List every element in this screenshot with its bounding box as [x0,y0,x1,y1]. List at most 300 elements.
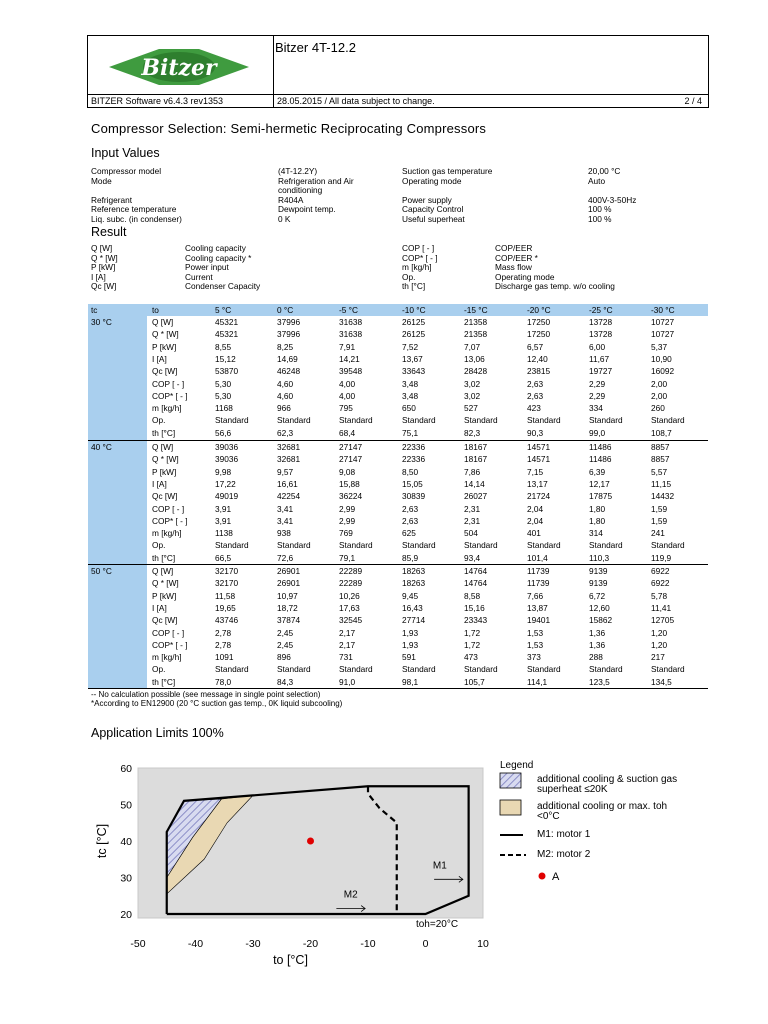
result-left-symbols [91,244,118,292]
x-tick-label: -30 [245,938,261,950]
header-divider-horizontal [88,94,708,95]
to-column-header: -15 °C [464,305,488,315]
block-separator [88,440,708,441]
row-label: th [°C] [152,427,176,438]
table-cell: 11486 [589,454,612,465]
table-cell: 401 [527,528,541,539]
table-cell: 26125 [402,329,426,340]
date-note: 28.05.2015 / All data subject to change. [277,96,435,106]
table-cell: 527 [464,403,478,414]
table-cell: 2,63 [527,378,544,389]
to-column-header: -30 °C [651,305,675,315]
table-cell: 13,67 [402,353,423,364]
x-tick-label: -10 [360,938,376,950]
table-cell: 14764 [464,566,488,576]
block-separator [88,564,708,565]
table-cell: 13,87 [527,602,548,613]
table-cell: 938 [277,528,291,539]
table-cell: 8,55 [215,341,232,352]
table-cell: 14571 [527,442,551,452]
header-box [87,35,709,108]
table-cell: Standard [215,664,249,675]
legend-item-tan-2: <0°C [537,811,560,822]
table-cell: 22336 [402,454,426,465]
table-cell: 3,41 [277,503,294,514]
table-cell: 1,59 [651,503,668,514]
table-cell: 93,4 [464,552,481,563]
table-cell: 79,1 [339,552,356,563]
table-cell: 12,60 [589,602,610,613]
row-label: Qc [W] [152,491,178,502]
row-label: Op. [152,415,166,426]
table-cell: Standard [589,540,623,551]
table-cell: 7,86 [464,466,481,477]
table-cell: 75,1 [402,427,419,438]
table-cell: Standard [277,664,311,675]
table-cell: 84,3 [277,676,294,687]
input-value: Dewpoint temp. [278,204,336,214]
input-label: Power supply [402,194,452,205]
row-label: COP [ - ] [152,627,185,638]
table-cell: 31638 [339,329,363,340]
table-cell: 2,63 [402,515,419,526]
table-cell: 14571 [527,454,551,465]
table-cell: 2,00 [651,378,668,389]
table-cell: 2,45 [277,639,294,650]
note-no-calculation: -- No calculation possible (see message in single point selection) [91,690,321,699]
table-cell: 13728 [589,317,613,327]
x-tick-label: -40 [187,938,204,950]
row-label: Q * [W] [152,454,179,465]
table-cell: 105,7 [464,676,485,687]
table-cell: 5,37 [651,341,668,352]
header-divider-vertical [273,36,274,107]
table-cell: 3,91 [215,515,232,526]
table-cell: Standard [589,415,623,426]
table-cell: 13,17 [527,478,548,489]
legend-item-hatch: additional cooling & suction gas [537,774,678,785]
table-cell: 9,98 [215,466,232,477]
table-cell: 334 [589,403,603,414]
table-cell: 2,17 [339,627,356,638]
table-cell: 18,72 [277,602,298,613]
table-cell: 15,05 [402,478,423,489]
table-cell: 4,60 [277,390,294,401]
table-cell: 23343 [464,615,488,626]
table-cell: Standard [215,415,249,426]
table-cell: Standard [339,664,373,675]
input-value: (4T-12.2Y) [278,166,318,176]
table-cell: 1,93 [402,639,419,650]
table-cell: 26027 [464,491,488,502]
table-cell: 288 [589,652,603,663]
table-cell: 49019 [215,491,239,502]
table-header-row [88,304,708,316]
table-cell: 99,0 [589,427,606,438]
table-cell: 2,04 [527,503,544,514]
table-cell: 14432 [651,491,675,502]
table-cell: Standard [651,540,685,551]
table-cell: 22289 [339,578,363,589]
table-cell: 1091 [215,652,234,663]
table-cell: 39036 [215,454,239,465]
table-cell: 12,40 [527,353,548,364]
table-cell: 11,58 [215,590,236,601]
table-cell: 90,3 [527,427,544,438]
result-description: COP/EER * [495,252,538,263]
table-cell: 2,45 [277,627,294,638]
y-axis-label: tc [°C] [95,823,109,859]
table-cell: 72,6 [277,552,294,563]
input-label: Refrigerant [91,194,133,205]
table-cell: 11739 [527,578,550,589]
table-cell: 591 [402,652,416,663]
table-cell: 27147 [339,442,363,452]
table-cell: 32681 [277,454,301,465]
table-cell: Standard [339,415,373,426]
y-tick-label: 30 [120,872,132,885]
result-right-descriptions [495,244,615,292]
result-description: Operating mode [495,271,555,282]
result-right-symbols [402,244,438,292]
result-symbol: Q [W] [91,243,113,253]
table-cell: 17250 [527,329,551,340]
table-cell: 27147 [339,454,363,465]
document-title: Bitzer 4T-12.2 [275,40,356,55]
row-label: Q [W] [152,566,174,576]
table-cell: 26125 [402,317,426,327]
chart-plot [95,760,677,967]
table-cell: 11,67 [589,353,610,364]
table-cell: 27714 [402,615,426,626]
table-cell: 5,30 [215,390,232,401]
table-cell: 2,00 [651,390,668,401]
table-cell: 19727 [589,366,613,377]
input-value: Auto [588,175,606,186]
table-cell: 10727 [651,317,675,327]
table-cell: 6,39 [589,466,606,477]
table-cell: 11739 [527,566,550,576]
table-cell: 22336 [402,442,426,452]
table-cell: 22289 [339,566,363,576]
table-cell: 18167 [464,442,488,452]
input-label: Reference temperature [91,204,177,214]
table-cell: Standard [339,540,373,551]
table-cell: 45321 [215,329,239,340]
table-cell: 3,48 [402,390,419,401]
table-cell: 11,41 [651,602,672,613]
table-cell: Standard [527,415,561,426]
table-cell: 32681 [277,442,301,452]
input-label: Liq. subc. (in condenser) [91,213,182,224]
table-cell: Standard [527,664,561,675]
input-values-right-values [588,167,636,224]
table-cell: 2,29 [589,390,606,401]
table-cell: 98,1 [402,676,419,687]
tc-value: 30 °C [91,317,112,327]
note-en12900: *According to EN12900 (20 °C suction gas temp., 0K liquid subcooling) [91,699,343,708]
table-cell: 2,04 [527,515,544,526]
table-cell: 241 [651,528,665,539]
table-cell: 14,69 [277,353,298,364]
table-cell: 16092 [651,366,675,377]
row-label: I [A] [152,353,167,364]
table-cell: 7,66 [527,590,544,601]
table-cell: 2,63 [402,503,419,514]
input-value: 400V-3-50Hz [588,194,637,205]
legend-swatch-tan [500,800,521,815]
table-cell: 625 [402,528,416,539]
x-tick-label: 0 [422,938,429,950]
table-cell: 32170 [215,578,239,589]
table-cell: 2,29 [589,378,606,389]
table-cell: 650 [402,403,416,414]
input-label: Mode [91,175,112,186]
table-cell: Standard [402,664,436,675]
table-cell: Standard [527,540,561,551]
result-left-descriptions [185,244,260,292]
table-cell: 10,26 [339,590,360,601]
table-cell: 1,72 [464,639,481,650]
row-label: th [°C] [152,552,176,563]
table-cell: 8,25 [277,341,294,352]
to-column-header: -20 °C [527,305,551,315]
m1-label: M1 [432,860,447,872]
row-label: Qc [W] [152,366,178,377]
result-description: Cooling capacity * [185,252,252,263]
to-column-header: -5 °C [339,305,358,315]
result-symbol: Op. [402,271,416,282]
table-cell: 16,43 [402,602,423,613]
row-label: P [kW] [152,341,177,352]
row-label: Q [W] [152,317,174,327]
table-cell: 26901 [277,566,301,576]
table-cell: 32545 [339,615,363,626]
input-label: Operating mode [402,175,462,186]
to-column-header: -25 °C [589,305,613,315]
table-cell: 1,20 [651,627,668,638]
table-cell: 19,65 [215,602,236,613]
table-cell: 2,78 [215,627,232,638]
table-cell: 7,15 [527,466,544,477]
table-cell: 134,5 [651,676,672,687]
row-label: P [kW] [152,466,177,477]
table-cell: 9,57 [277,466,294,477]
to-header: to [152,305,159,315]
table-cell: 1,80 [589,515,606,526]
input-values-left [91,167,182,224]
table-cell: 12705 [651,615,675,626]
toh-label: toh=20°C [415,918,459,930]
bitzer-logo [109,46,249,88]
table-cell: 62,3 [277,427,294,438]
table-cell: 36224 [339,491,363,502]
table-cell: 10,97 [277,590,298,601]
application-limits-chart [88,746,714,980]
table-cell: 2,31 [464,503,481,514]
table-cell: 3,48 [402,378,419,389]
table-cell: 108,7 [651,427,672,438]
result-description: COP/EER [495,243,533,253]
x-tick-label: 10 [477,938,489,950]
table-cell: Standard [651,664,685,675]
operating-point-a [307,838,314,845]
table-cell: 1,59 [651,515,668,526]
legend-item-hatch-2: superheat ≤20K [537,784,608,795]
to-column-header: -10 °C [402,305,426,315]
result-symbol: COP [ - ] [402,243,435,253]
input-value: 100 % [588,213,612,224]
result-description: Mass flow [495,262,532,272]
table-cell: 31638 [339,317,363,327]
table-cell: Standard [464,664,498,675]
y-tick-label: 60 [120,763,132,775]
table-cell: 2,63 [527,390,544,401]
table-cell: 3,02 [464,378,481,389]
input-label: Capacity Control [402,204,464,214]
table-cell: 8857 [651,442,670,452]
table-cell: 53870 [215,366,239,377]
result-description: Condenser Capacity [185,281,261,291]
table-cell: 2,31 [464,515,481,526]
input-values-title: Input Values [91,146,160,160]
table-cell: 3,91 [215,503,232,514]
table-cell: 45321 [215,317,239,327]
x-tick-label: -20 [302,938,319,950]
table-cell: 1,36 [589,639,606,650]
input-values-right [402,167,492,224]
table-cell: 8,50 [402,466,419,477]
table-cell: 1138 [215,528,233,539]
result-symbol: Q * [W] [91,252,118,263]
row-label: Q * [W] [152,578,179,589]
table-cell: 23815 [527,366,551,377]
table-cell: 78,0 [215,676,232,687]
table-cell: 8857 [651,454,670,465]
table-cell: 6922 [651,578,670,589]
table-cell: 3,02 [464,390,481,401]
row-label: m [kg/h] [152,652,182,663]
table-cell: 9139 [589,566,608,576]
table-cell: 114,1 [527,676,548,687]
m2-label: M2 [343,889,358,901]
table-cell: 1,53 [527,639,544,650]
table-cell: 1,53 [527,627,544,638]
input-value: 20,00 °C [588,166,621,176]
result-description: Cooling capacity [185,243,246,253]
table-cell: 769 [339,528,353,539]
y-tick-label: 20 [120,909,132,921]
table-cell: 32170 [215,566,239,576]
legend-item-tan: additional cooling or max. toh [537,801,668,812]
row-label: COP* [ - ] [152,515,188,526]
application-limits-title: Application Limits 100% [91,726,224,740]
table-cell: 37996 [277,329,301,340]
page-number: 2 / 4 [684,96,702,106]
table-cell: 12,17 [589,478,610,489]
table-cell: 7,52 [402,341,419,352]
table-cell: 9,08 [339,466,356,477]
svg-text:Bitzer: Bitzer [141,55,217,81]
table-cell: 14,14 [464,478,485,489]
table-cell: Standard [402,540,436,551]
row-label: m [kg/h] [152,403,182,414]
table-cell: 1,93 [402,627,419,638]
table-cell: 4,60 [277,378,294,389]
table-cell: 2,99 [339,515,356,526]
table-cell: 17,22 [215,478,236,489]
table-cell: 3,41 [277,515,294,526]
table-cell: 9139 [589,578,608,589]
table-cell: 21724 [527,491,551,502]
table-cell: 5,30 [215,378,232,389]
table-cell: 217 [651,652,665,663]
table-cell: 6922 [651,566,670,576]
table-cell: Standard [589,664,623,675]
table-cell: Standard [464,540,498,551]
table-cell: 1,80 [589,503,606,514]
table-cell: 17250 [527,317,551,327]
table-cell: Standard [651,415,685,426]
row-label: Q * [W] [152,329,179,340]
x-tick-label: -50 [130,938,146,950]
table-cell: 39548 [339,366,363,377]
table-cell: 2,99 [339,503,356,514]
table-cell: 5,57 [651,466,668,477]
input-label: Useful superheat [402,213,465,224]
legend-item-m1: M1: motor 1 [537,829,591,840]
result-symbol: COP* [ - ] [402,252,438,263]
tc-value: 50 °C [91,566,112,576]
result-symbol: m [kg/h] [402,262,432,272]
input-label: Compressor model [91,166,162,176]
row-label: COP* [ - ] [152,639,188,650]
table-cell: 373 [527,652,541,663]
table-cell: 17,63 [339,602,360,613]
row-label: COP [ - ] [152,503,185,514]
table-cell: Standard [215,540,249,551]
table-cell: 896 [277,652,291,663]
table-cell: 5,78 [651,590,668,601]
table-cell: 4,00 [339,390,356,401]
table-cell: 46248 [277,366,301,377]
table-cell: 66,5 [215,552,232,563]
y-tick-label: 40 [120,836,132,848]
table-cell: 15,16 [464,602,485,613]
table-cell: 1,20 [651,639,668,650]
table-cell: 42254 [277,491,301,502]
row-label: Op. [152,664,166,675]
table-cell: 26901 [277,578,301,589]
table-cell: 8,58 [464,590,481,601]
row-label: m [kg/h] [152,528,182,539]
table-cell: 37996 [277,317,301,327]
result-description: Power input [185,262,229,272]
row-label: Op. [152,540,166,551]
table-cell: 16,61 [277,478,298,489]
y-tick-label: 50 [120,799,132,812]
table-cell: 18263 [402,566,426,576]
table-cell: 1,36 [589,627,606,638]
x-axis-label: to [°C] [273,953,308,967]
table-cell: 9,45 [402,590,419,601]
legend-item-m2: M2: motor 2 [537,849,591,860]
table-cell: 314 [589,528,603,539]
input-value: 0 K [278,213,291,224]
table-cell: 6,57 [527,341,544,352]
table-cell: 2,17 [339,639,356,650]
table-cell: 1168 [215,403,233,414]
